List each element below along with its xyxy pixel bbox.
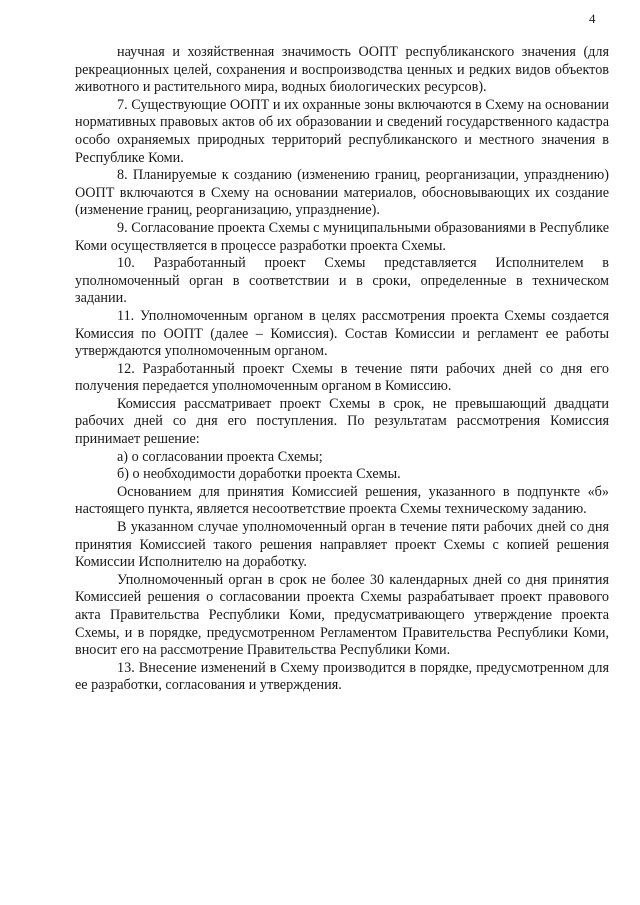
paragraph-item-12: 12. Разработанный проект Схемы в течение пяти рабочих дней со дня его получения передается уполномоченным органом в Комиссию. [75,360,609,395]
paragraph-item-9: 9. Согласование проекта Схемы с муниципальными образованиями в Республике Коми осуществляется в процессе разработки проекта Схемы. [75,219,609,254]
paragraph-option-a: а) о согласовании проекта Схемы; [117,448,323,465]
paragraph-grounds: Основанием для принятия Комиссией решения, указанного в подпункте «б» настоящего пункта, является несоответствие проекта Схемы техническому заданию. [75,483,609,518]
paragraph-revision: В указанном случае уполномоченный орган в течение пяти рабочих дней со дня принятия Комиссией такого решения направляет проект Схемы с копией решения Комиссии Исполнителю на доработку. [75,519,609,571]
document-body [75,44,609,695]
paragraph-option-b: б) о необходимости доработки проекта Схемы. [117,466,401,483]
paragraph-item-11: 11. Уполномоченным органом в целях рассмотрения проекта Схемы создается Комиссия по ООПТ (далее – Комиссия). Состав Комиссии и регламент ее работы утверждаются уполномоченным органом. [75,307,609,360]
paragraph-commission-review: Комиссия рассматривает проект Схемы в срок, не превышающий двадцати рабочих дней со дня его поступления. По результатам рассмотрения Комиссия принимает решение: [75,395,609,448]
paragraph-item-10: 10. Разработанный проект Схемы представляется Исполнителем в уполномоченный орган в соответствии и в сроки, определенные в техническом задании. [75,255,609,307]
page-number: 4 [589,11,596,26]
paragraph-item-7: 7. Существующие ООПТ и их охранные зоны включаются в Схему на основании нормативных правовых актов об их образовании и сведений государственного кадастра особо охраняемых природных территорий республиканского и местного значения в Республике Коми. [75,96,609,166]
paragraph-continuation: научная и хозяйственная значимость ООПТ республиканского значения (для рекреационных целей, сохранения и воспроизводства ценных и редких видов объектов животного и растительного мира, водных биологических ресурсов). [75,44,609,96]
paragraph-approval: Уполномоченный орган в срок не более 30 календарных дней со дня принятия Комиссией решения о согласовании проекта Схемы разрабатывает проект правового акта Правительства Республики Коми, предусматривающего утверждение проекта Схемы, и в порядке, предусмотренном Регламентом Правительства Республики Коми, вносит его на рассмотрение Правительства Республики Коми. [75,571,609,659]
paragraph-item-13: 13. Внесение изменений в Схему производится в порядке, предусмотренном для ее разработки, согласования и утверждения. [75,659,609,694]
paragraph-item-8: 8. Планируемые к созданию (изменению границ, реорганизации, упразднению) ООПТ включаются в Схему на основании материалов, обосновывающих их создание (изменение границ, реорганизацию, упразднение). [75,167,609,219]
